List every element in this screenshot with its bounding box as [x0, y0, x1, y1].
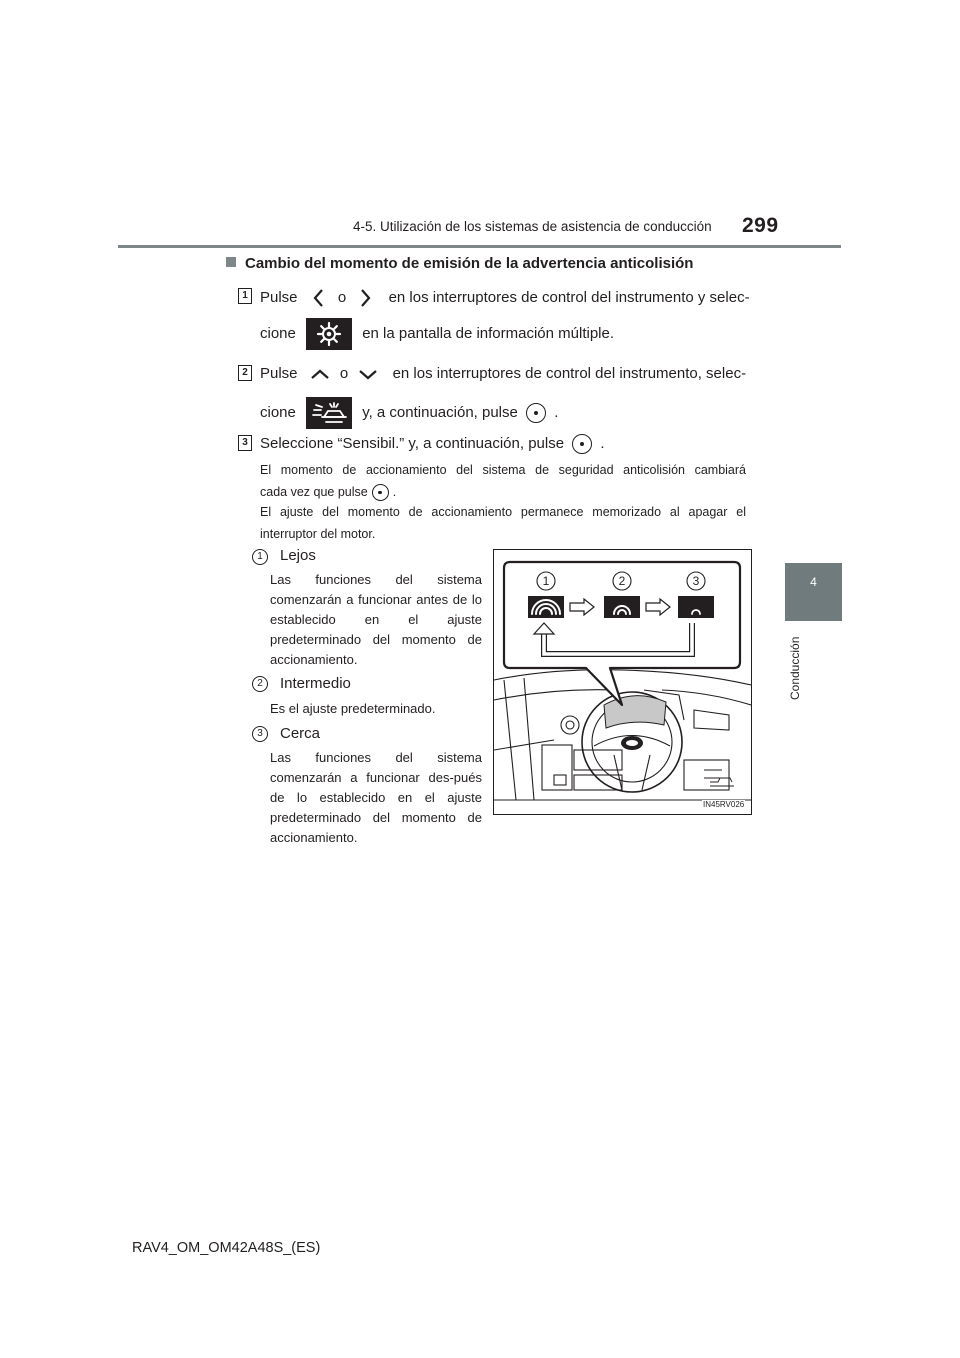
- step-2-line-1: Pulse o en los interruptores de control del instrumento, selec-: [260, 364, 746, 384]
- option-title-lejos: Lejos: [280, 547, 316, 564]
- note-2: El ajuste del momento de accionamiento permanece memorizado al apagar el interruptor del motor.: [260, 505, 746, 541]
- step-1-line-1: Pulse o en los interruptores de control del instrumento y selec-: [260, 287, 750, 309]
- figure-label-2: 2: [618, 574, 626, 588]
- square-bullet-icon: [226, 257, 236, 267]
- step-number-1: 1: [238, 288, 252, 304]
- step-3-line-1: Seleccione “Sensibil.” y, a continuación, pulse .: [260, 434, 605, 454]
- step-2-line-2: cione y, a continuación, pulse .: [260, 397, 558, 429]
- ok-button-icon: [526, 403, 546, 423]
- figure-label-3: 3: [692, 574, 700, 588]
- chevron-left-icon: [308, 287, 330, 309]
- option-title-intermedio: Intermedio: [280, 675, 351, 692]
- option-desc-cerca: Las funciones del sistema comenzarán a funcionar des-pués de lo establecido en el ajuste predeterminado del momento de accionamiento.: [270, 750, 482, 845]
- settings-gear-icon: [306, 318, 352, 350]
- chevron-up-icon: [308, 364, 332, 384]
- pre-collision-car-icon: [306, 397, 352, 429]
- option-number-3: 3: [252, 726, 268, 742]
- chevron-right-icon: [354, 287, 376, 309]
- figure-label-1: 1: [542, 574, 550, 588]
- page-number: 299: [742, 214, 779, 237]
- header-section-title: 4-5. Utilización de los sistemas de asistencia de conducción: [353, 219, 712, 234]
- option-number-2: 2: [252, 676, 268, 692]
- chapter-tab-label: Conducción: [788, 636, 802, 700]
- step-number-2: 2: [238, 365, 252, 381]
- chapter-tab-number: 4: [810, 575, 817, 589]
- section-heading: Cambio del momento de emisión de la advertencia anticolisión: [226, 255, 693, 272]
- chapter-tab: [785, 563, 842, 621]
- chevron-down-icon: [356, 364, 380, 384]
- header-divider: [118, 245, 841, 248]
- step-1-line-2: cione en la pantalla de información múltiple.: [260, 318, 614, 350]
- ok-button-icon: [572, 434, 592, 454]
- option-number-1: 1: [252, 549, 268, 565]
- option-desc-intermedio: Es el ajuste predeterminado.: [270, 701, 436, 716]
- figure-code: IN45RV026: [703, 800, 745, 809]
- footer-doc-code: RAV4_OM_OM42A48S_(ES): [132, 1240, 321, 1256]
- ok-button-icon: [372, 484, 389, 501]
- dashboard-illustration: [493, 549, 752, 815]
- note-1: El momento de accionamiento del sistema de seguridad anticolisión cambiará cada vez que pulse .: [260, 459, 746, 503]
- option-title-cerca: Cerca: [280, 725, 321, 742]
- step-number-3: 3: [238, 435, 252, 451]
- option-desc-lejos: Las funciones del sistema comenzarán a funcionar antes de lo establecido en el ajuste predeterminado del momento de accionamiento.: [270, 572, 482, 667]
